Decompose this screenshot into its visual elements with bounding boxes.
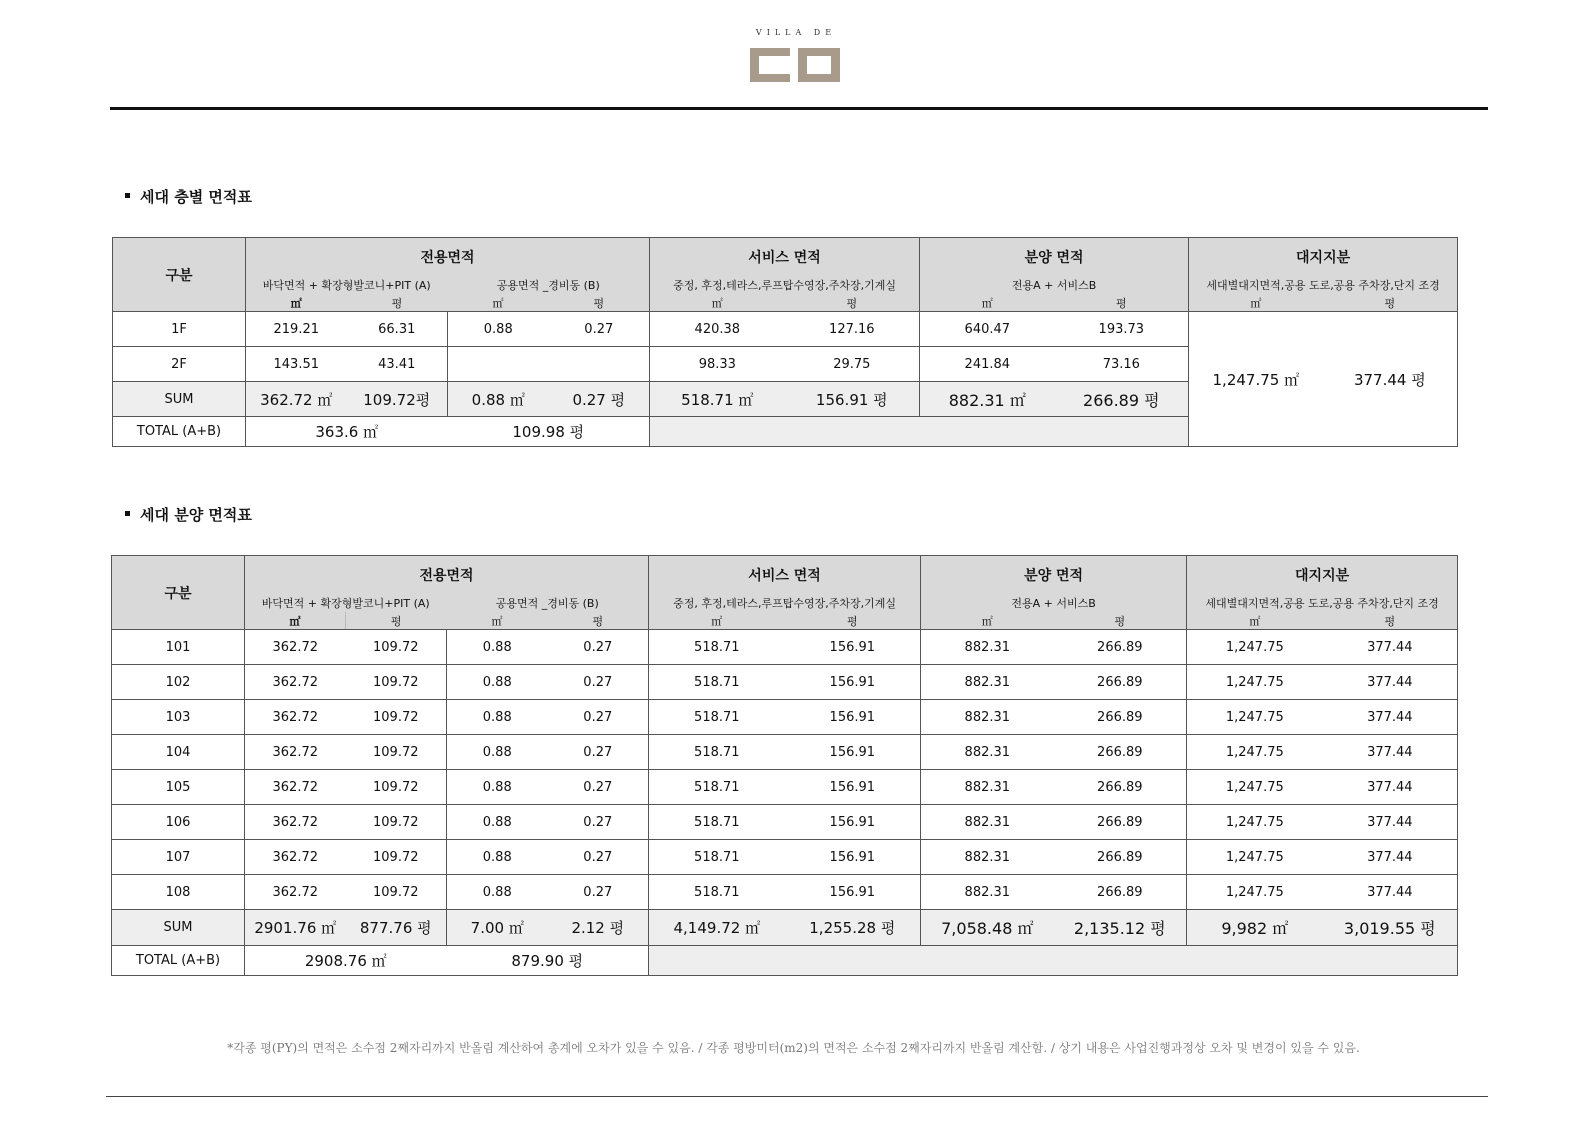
- header-sale-desc: 전용A + 서비스B: [920, 276, 1189, 294]
- header-service: 서비스 면적: [649, 556, 921, 595]
- section-title-text: 세대 분양 면적표: [140, 506, 252, 524]
- row-label: 102: [112, 665, 245, 700]
- sum-row: [112, 910, 1458, 946]
- cell: 127.16: [785, 312, 920, 347]
- cell: 156.91: [785, 735, 921, 770]
- row-label: 106: [112, 805, 245, 840]
- unit-area-table: [111, 555, 1458, 976]
- row-label: 103: [112, 700, 245, 735]
- cell: 0.27: [548, 875, 649, 910]
- section-title-floor: [125, 186, 252, 207]
- cell: 0.88: [447, 665, 548, 700]
- unit-sqm: ㎡: [650, 294, 785, 312]
- cell: 9,982 ㎡: [1187, 910, 1323, 946]
- table-row: [113, 312, 1458, 347]
- bullet-icon: [125, 511, 130, 516]
- header-sale-desc: 전용A + 서비스B: [921, 594, 1187, 612]
- cell: 156.91: [785, 630, 921, 665]
- cell: 43.41: [347, 347, 448, 382]
- cell: 109.72: [346, 665, 447, 700]
- unit-pyeong: 평: [1055, 294, 1189, 312]
- cell: 109.72: [346, 700, 447, 735]
- header-land-desc: 세대별대지면적,공용 도로,공용 주차장,단지 조경: [1189, 276, 1458, 294]
- logo-mark-icon: [750, 48, 840, 82]
- header-gubun: 구분: [112, 556, 245, 630]
- header-land: 대지지분: [1189, 238, 1458, 277]
- cell: 0.27: [548, 735, 649, 770]
- empty-cell: [650, 417, 1189, 447]
- cell: 156.91: [785, 840, 921, 875]
- unit-sqm: ㎡: [246, 294, 347, 312]
- cell: 882.31 ㎡: [920, 382, 1055, 417]
- unit-pyeong: 평: [549, 294, 650, 312]
- table-row: [112, 630, 1458, 665]
- cell: 362.72 ㎡: [246, 382, 347, 417]
- header-exclusive-a: 바닥면적 + 확장형발코니+PIT (A): [246, 276, 448, 294]
- header-exclusive-b: 공용면적 _경비동 (B): [447, 594, 649, 612]
- unit-pyeong: 평: [346, 612, 447, 630]
- cell: 518.71: [649, 665, 785, 700]
- cell: 1,255.28 평: [785, 910, 921, 946]
- cell: 2901.76 ㎡: [245, 910, 346, 946]
- cell: 1,247.75: [1187, 630, 1323, 665]
- cell: 377.44: [1323, 805, 1458, 840]
- cell: 266.89: [1054, 840, 1187, 875]
- cell: 0.27: [548, 840, 649, 875]
- unit-sqm: ㎡: [921, 612, 1054, 630]
- cell: 156.91: [785, 770, 921, 805]
- cell: 266.89: [1054, 770, 1187, 805]
- unit-sqm: ㎡: [447, 612, 548, 630]
- header-service: 서비스 면적: [650, 238, 920, 277]
- footer-rule: [106, 1096, 1488, 1097]
- cell: 877.76 평: [346, 910, 447, 946]
- cell: 0.88: [447, 735, 548, 770]
- total-sqm: 2908.76 ㎡: [245, 946, 447, 976]
- cell: 193.73: [1055, 312, 1189, 347]
- cell: 156.91: [785, 805, 921, 840]
- unit-sqm: ㎡: [920, 294, 1055, 312]
- cell: 518.71: [649, 735, 785, 770]
- cell: 1,247.75: [1187, 875, 1323, 910]
- cell: 882.31: [921, 735, 1054, 770]
- cell: 109.72: [346, 735, 447, 770]
- cell: 266.89: [1054, 875, 1187, 910]
- cell: 377.44: [1323, 770, 1458, 805]
- cell: 362.72: [245, 770, 346, 805]
- cell: 377.44: [1323, 875, 1458, 910]
- header-rule: [110, 107, 1488, 110]
- row-label: SUM: [113, 382, 246, 417]
- header-land: 대지지분: [1187, 556, 1458, 595]
- cell: 7.00 ㎡: [447, 910, 548, 946]
- cell: 29.75: [785, 347, 920, 382]
- cell: 0.88: [447, 630, 548, 665]
- row-label: 105: [112, 770, 245, 805]
- unit-sqm: ㎡: [1187, 612, 1323, 630]
- cell: 362.72: [245, 875, 346, 910]
- header-sale: 분양 면적: [921, 556, 1187, 595]
- table-row: [112, 840, 1458, 875]
- cell: 266.89: [1054, 630, 1187, 665]
- cell: 518.71: [649, 840, 785, 875]
- bullet-icon: [125, 193, 130, 198]
- total-pyeong: 109.98 평: [448, 417, 650, 447]
- header-exclusive: 전용면적: [245, 556, 649, 595]
- total-sqm: 363.6 ㎡: [246, 417, 448, 447]
- cell: 266.89: [1054, 805, 1187, 840]
- cell: 0.27: [548, 665, 649, 700]
- table-row: [112, 770, 1458, 805]
- land-share-pyeong: 377.44 평: [1323, 312, 1458, 447]
- header-gubun: 구분: [113, 238, 246, 312]
- cell: 98.33: [650, 347, 785, 382]
- cell: 0.88: [447, 805, 548, 840]
- cell: 0.27: [548, 700, 649, 735]
- cell: 377.44: [1323, 700, 1458, 735]
- cell: 882.31: [921, 840, 1054, 875]
- cell: 4,149.72 ㎡: [649, 910, 785, 946]
- cell: 1,247.75: [1187, 805, 1323, 840]
- empty-cell: [649, 946, 1458, 976]
- section-title-unit: [125, 504, 252, 525]
- cell: 1,247.75: [1187, 770, 1323, 805]
- cell: 420.38: [650, 312, 785, 347]
- cell: 156.91: [785, 665, 921, 700]
- cell: 377.44: [1323, 735, 1458, 770]
- unit-pyeong: 평: [785, 612, 921, 630]
- header-land-desc: 세대별대지면적,공용 도로,공용 주차장,단지 조경: [1187, 594, 1458, 612]
- cell: 362.72: [245, 665, 346, 700]
- row-label: TOTAL (A+B): [113, 417, 246, 447]
- cell: 266.89: [1054, 735, 1187, 770]
- cell: 1,247.75: [1187, 665, 1323, 700]
- cell: 2.12 평: [548, 910, 649, 946]
- cell: 1,247.75: [1187, 700, 1323, 735]
- logo-subtitle: VILLA DE: [755, 28, 837, 37]
- section-title-text: 세대 층별 면적표: [140, 188, 252, 206]
- land-share-sqm: 1,247.75 ㎡: [1189, 312, 1323, 447]
- header-exclusive-a: 바닥면적 + 확장형발코니+PIT (A): [245, 594, 447, 612]
- cell: 1,247.75: [1187, 840, 1323, 875]
- header-service-desc: 중정, 후정,테라스,루프탑수영장,주차장,기계실: [650, 276, 920, 294]
- cell: 3,019.55 평: [1323, 910, 1458, 946]
- cell: 362.72: [245, 735, 346, 770]
- cell: 0.88: [448, 312, 549, 347]
- row-label: 2F: [113, 347, 246, 382]
- cell: 362.72: [245, 700, 346, 735]
- cell: 0.88: [447, 840, 548, 875]
- cell: 518.71: [649, 630, 785, 665]
- unit-sqm: ㎡: [649, 612, 785, 630]
- cell: 156.91: [785, 875, 921, 910]
- cell: 109.72평: [347, 382, 448, 417]
- cell: 0.27 평: [549, 382, 650, 417]
- header-exclusive: 전용면적: [246, 238, 650, 277]
- cell: 882.31: [921, 805, 1054, 840]
- table-row: [112, 665, 1458, 700]
- cell: 362.72: [245, 630, 346, 665]
- cell: 518.71 ㎡: [650, 382, 785, 417]
- cell: 73.16: [1055, 347, 1189, 382]
- cell: 0.88: [447, 770, 548, 805]
- cell: 0.27: [548, 630, 649, 665]
- cell: 0.27: [549, 312, 650, 347]
- row-label: 104: [112, 735, 245, 770]
- table-row: [112, 875, 1458, 910]
- row-label: 1F: [113, 312, 246, 347]
- cell: 0.88: [447, 875, 548, 910]
- table-row: [112, 735, 1458, 770]
- cell: 156.91: [785, 700, 921, 735]
- cell: 518.71: [649, 875, 785, 910]
- cell: 377.44: [1323, 840, 1458, 875]
- cell: 66.31: [347, 312, 448, 347]
- cell: [549, 347, 650, 382]
- cell: 241.84: [920, 347, 1055, 382]
- cell: [448, 347, 549, 382]
- cell: 882.31: [921, 665, 1054, 700]
- brand-logo: [744, 28, 844, 86]
- cell: 882.31: [921, 630, 1054, 665]
- unit-pyeong: 평: [1323, 612, 1458, 630]
- cell: 377.44: [1323, 630, 1458, 665]
- unit-pyeong: 평: [1054, 612, 1187, 630]
- cell: 143.51: [246, 347, 347, 382]
- cell: 109.72: [346, 770, 447, 805]
- cell: 2,135.12 평: [1054, 910, 1187, 946]
- cell: 377.44: [1323, 665, 1458, 700]
- cell: 518.71: [649, 700, 785, 735]
- unit-pyeong: 평: [347, 294, 448, 312]
- cell: 882.31: [921, 700, 1054, 735]
- cell: 0.27: [548, 770, 649, 805]
- floor-area-table: [112, 237, 1458, 447]
- table-row: [112, 805, 1458, 840]
- row-label: SUM: [112, 910, 245, 946]
- unit-pyeong: 평: [548, 612, 649, 630]
- cell: 109.72: [346, 805, 447, 840]
- row-label: TOTAL (A+B): [112, 946, 245, 976]
- cell: 518.71: [649, 805, 785, 840]
- cell: 266.89 평: [1055, 382, 1189, 417]
- header-exclusive-b: 공용면적 _경비동 (B): [448, 276, 650, 294]
- cell: 109.72: [346, 840, 447, 875]
- cell: 362.72: [245, 805, 346, 840]
- header-sale: 분양 면적: [920, 238, 1189, 277]
- cell: 266.89: [1054, 665, 1187, 700]
- cell: 266.89: [1054, 700, 1187, 735]
- unit-sqm: ㎡: [1189, 294, 1323, 312]
- row-label: 108: [112, 875, 245, 910]
- cell: 882.31: [921, 875, 1054, 910]
- unit-pyeong: 평: [785, 294, 920, 312]
- cell: 7,058.48 ㎡: [921, 910, 1054, 946]
- cell: 640.47: [920, 312, 1055, 347]
- row-label: 107: [112, 840, 245, 875]
- cell: 0.88 ㎡: [448, 382, 549, 417]
- cell: 109.72: [346, 630, 447, 665]
- table-row: [112, 700, 1458, 735]
- unit-sqm: ㎡: [245, 612, 346, 630]
- unit-sqm: ㎡: [448, 294, 549, 312]
- cell: 219.21: [246, 312, 347, 347]
- total-row: [112, 946, 1458, 976]
- cell: 518.71: [649, 770, 785, 805]
- cell: 362.72: [245, 840, 346, 875]
- row-label: 101: [112, 630, 245, 665]
- cell: 1,247.75: [1187, 735, 1323, 770]
- cell: 882.31: [921, 770, 1054, 805]
- total-pyeong: 879.90 평: [447, 946, 649, 976]
- cell: 0.27: [548, 805, 649, 840]
- footnote: *각종 평(PY)의 면적은 소수점 2째자리까지 반올림 계산하여 총계에 오차가 있을 수 있음. / 각종 평방미터(m2)의 면적은 소수점 2째자리까지 반올림 계산함. / 상기 내용은 사업진행과정상 오차 및 변경이 있을 수 있음.: [227, 1041, 1360, 1055]
- cell: 0.88: [447, 700, 548, 735]
- cell: 109.72: [346, 875, 447, 910]
- cell: 156.91 평: [785, 382, 920, 417]
- unit-pyeong: 평: [1323, 294, 1458, 312]
- header-service-desc: 중정, 후정,테라스,루프탑수영장,주차장,기계실: [649, 594, 921, 612]
